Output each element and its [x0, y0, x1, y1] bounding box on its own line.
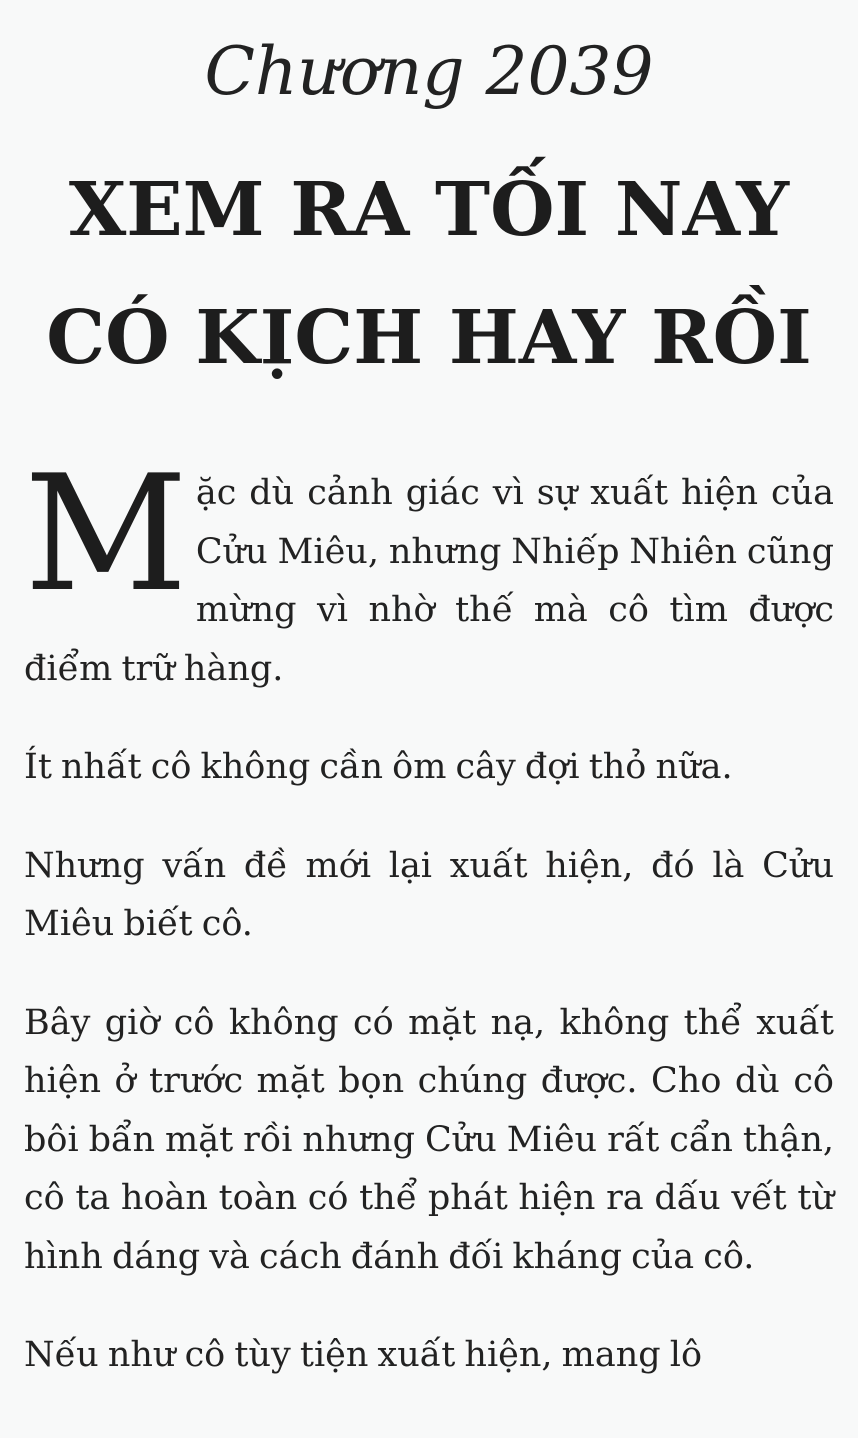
paragraph: Nhưng vấn đề mới lại xuất hiện, đó là Cửu Miêu biết cô.	[24, 845, 834, 944]
paragraph: Nếu như cô tùy tiện xuất hiện, mang lô	[24, 1335, 703, 1375]
chapter-body	[24, 440, 834, 1385]
chapter-title-line-1: XEM RA TỐI NAY	[68, 167, 790, 253]
chapter-title-line-2: CÓ KỊCH HAY RỒI	[46, 295, 812, 381]
paragraph	[24, 440, 834, 698]
paragraph: Bây giờ cô không có mặt nạ, không thể xuất hiện ở trước mặt bọn chúng được. Cho dù cô bôi bẩn mặt rồi nhưng Cửu Miêu rất cẩn thận, cô ta hoàn toàn có thể phát hiện ra dấu vết từ hình dáng và cách đánh đối kháng của cô.	[24, 1002, 834, 1277]
paragraph: Ít nhất cô không cần ôm cây đợi thỏ nữa.	[24, 747, 733, 787]
chapter-number: Chương 2039	[204, 33, 654, 110]
chapter-title	[24, 146, 834, 402]
drop-cap: M	[24, 440, 188, 627]
paragraph-text: ặc dù cảnh giác vì sự xuất hiện của Cửu Miêu, nhưng Nhiếp Nhiên cũng mừng vì nhờ thế mà cô tìm được điểm trữ hàng.	[24, 473, 834, 689]
